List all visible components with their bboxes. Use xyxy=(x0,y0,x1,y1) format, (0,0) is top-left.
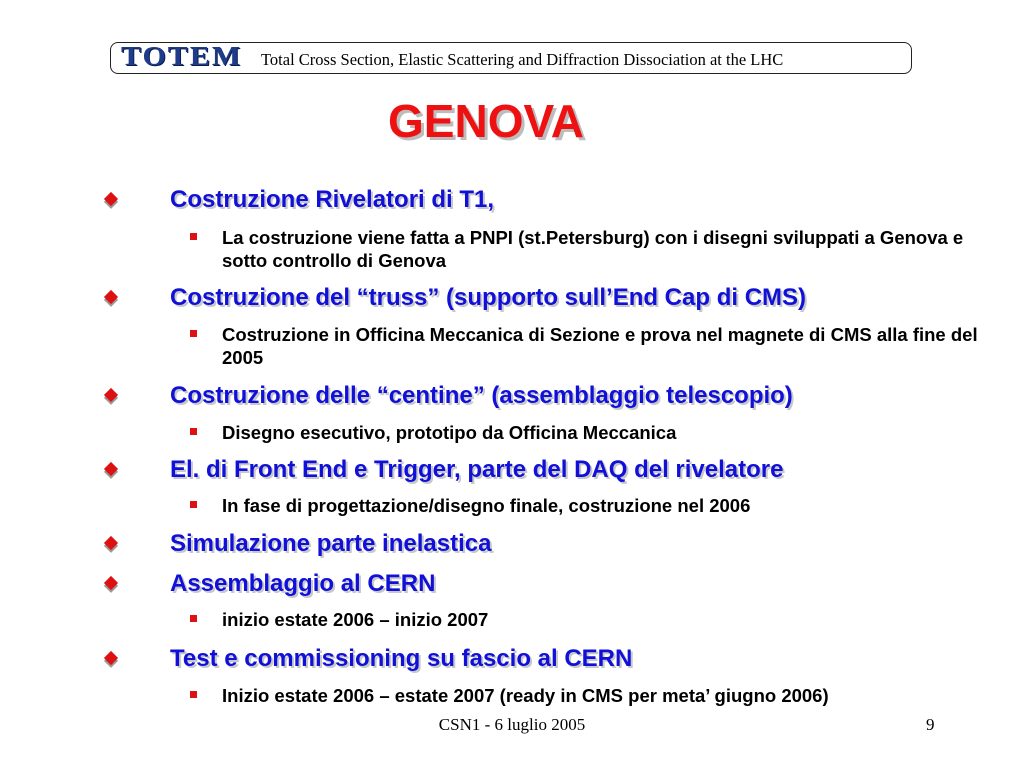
sub-bullet-text: Disegno esecutivo, prototipo da Officina Meccanica xyxy=(222,422,677,443)
square-bullet-icon xyxy=(190,330,197,337)
diamond-bullet-icon xyxy=(104,536,118,550)
diamond-bullet-icon xyxy=(104,576,118,590)
sub-bullet-text: La costruzione viene fatta a PNPI (st.Petersburg) con i disegni sviluppati a Genova e sotto controllo di Genova xyxy=(222,227,964,271)
square-bullet-icon xyxy=(190,615,197,622)
sub-bullet-text: Inizio estate 2006 – estate 2007 (ready in CMS per meta’ giugno 2006) xyxy=(222,685,829,706)
bullet-text: Test e commissioning su fascio al CERN xyxy=(170,645,633,672)
footer-date: CSN1 - 6 luglio 2005 xyxy=(438,715,586,734)
square-bullet-icon xyxy=(190,691,197,698)
bullet-text: Costruzione del “truss” (supporto sull’End Cap di CMS) xyxy=(170,284,807,311)
square-bullet-icon xyxy=(190,428,197,435)
diamond-bullet-icon xyxy=(104,462,118,476)
sub-bullet-text: In fase di progettazione/disegno finale, costruzione nel 2006 xyxy=(222,495,751,516)
square-bullet-icon xyxy=(190,233,197,240)
slide-title: GENOVA xyxy=(388,95,584,147)
bullet-text: El. di Front End e Trigger, parte del DAQ del rivelatore xyxy=(170,456,784,483)
bullet-text: Assemblaggio al CERN xyxy=(170,570,436,597)
square-bullet-icon xyxy=(190,501,197,508)
header-title: Total Cross Section, Elastic Scattering and Diffraction Dissociation at the LHC xyxy=(261,50,784,69)
page-number: 9 xyxy=(926,715,935,734)
bullet-text: Costruzione Rivelatori di T1, xyxy=(170,186,495,213)
diamond-bullet-icon xyxy=(104,290,118,304)
sub-bullet-text: inizio estate 2006 – inizio 2007 xyxy=(222,609,489,630)
bullet-text: Simulazione parte inelastica xyxy=(170,530,492,557)
diamond-bullet-icon xyxy=(104,388,118,402)
diamond-bullet-icon xyxy=(104,651,118,665)
bullet-text: Costruzione delle “centine” (assemblaggio telescopio) xyxy=(170,382,793,409)
sub-bullet-text: Costruzione in Officina Meccanica di Sezione e prova nel magnete di CMS alla fine del 2005 xyxy=(222,324,978,368)
diamond-bullet-icon xyxy=(104,192,118,206)
totem-logo: TOTEM xyxy=(121,41,243,72)
